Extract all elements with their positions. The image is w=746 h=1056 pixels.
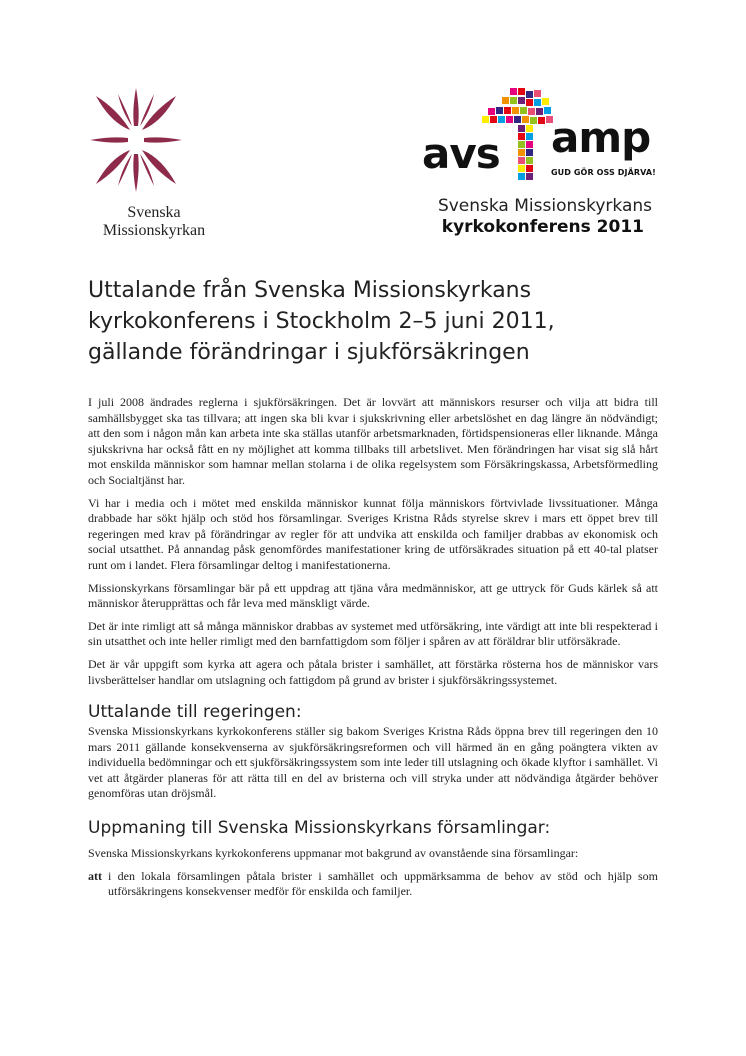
section-heading-regeringen: Uttalande till regeringen:: [88, 702, 302, 723]
list-item: [88, 869, 658, 900]
paragraph-2: Vi har i media och i mötet med enskilda människor kunnat följa människors förtvivlade livssituationer. Många drabbade har sökt hjälp och stöd hos församlingar. Sveriges Kristna Råds styrelse skrev i mars ett öppet brev till regeringen med krav på förändringar av regler för att undvika att enskilda och familjer drabbas av ekonomisk och social utsatthet. På annandag påsk genomfördes manifestationer kring de utförsäkrades situation på ett 40-tal platser runt om i landet. Flera församlingar deltog i manifestationerna.: [88, 495, 658, 572]
att-label: att: [88, 868, 102, 883]
avstamp-logo: [418, 88, 668, 188]
svenska-missionskyrkan-logo: [70, 86, 250, 240]
avstamp-avs: avs: [422, 129, 500, 178]
paragraph-1: I juli 2008 ändrades reglerna i sjukförsäkringen. Det är lovvärt att människors resurser och vilja att bidra till samhällsbygget ska tas tillvara; att ingen ska bli kvar i sjukskrivning eller arbetslöshet en dag längre än nödvändigt; att den som i någon mån kan arbeta inte ska ställas utanför arbetsmarknaden, förtidspensioneras eller liknande. Många sjukskrivna har också fått en ny möjlighet att komma tillbaks till arbetslivet. Men förändringen har visat sig slå hårt mot enskilda människor som hamnar mellan stolarna i de olika regelsystem som Försäkringskassa, Arbetsförmedling och Socialtjänst har.: [88, 395, 658, 487]
smk-name-line2: Missionskyrkan: [102, 222, 206, 239]
paragraph-7: Svenska Missionskyrkans kyrkokonferens uppmanar mot bakgrund av ovanstående sina församlingar:: [88, 846, 579, 861]
cross-emblem-icon: [88, 86, 184, 194]
page-title-line3: gällande förändringar i sjukförsäkringen: [88, 340, 530, 365]
conference-subtitle: kyrkokonferens 2011: [441, 217, 644, 237]
avstamp-slogan: GUD GÖR OSS DJÄRVA!: [551, 168, 656, 177]
paragraph-4: Det är inte rimligt att så många människor drabbas av systemet med utförsäkring, inte värdigt att inte bli respekterad i sin utsatthet och inte heller rimligt med den barnfattigdom som följer i spåren av att föräldrar blir utförsäkrade.: [88, 618, 658, 649]
smk-name: [58, 204, 250, 240]
page-title-line2: kyrkokonferens i Stockholm 2–5 juni 2011,: [88, 309, 555, 334]
att-text: i den lokala församlingen påtala brister i samhället och uppmärksamma de behov av stöd och hjälp som utförsäkringens konsekvenser medför för enskilda och familjer.: [108, 868, 658, 899]
page-title: [88, 275, 668, 368]
document-body: [88, 395, 658, 900]
paragraph-6: Svenska Missionskyrkans kyrkokonferens ställer sig bakom Sveriges Kristna Råds öppna brev till regeringen den 10 mars 2011 gällande konsekvenserna av sjukförsäkringsreformen och vill härmed än en gång poängtera vikten av individuella bedömningar och ett sjukförsäkringssystem som inte leder till utslagning och ökade klyftor i samhället. Vi vet att åtgärder planeras för att rätta till en del av bristerna och vill stryka under att nödvändiga åtgärder behöver genomföras utan dröjsmål.: [88, 724, 658, 801]
section-heading-forsamlingar: Uppmaning till Svenska Missionskyrkans församlingar:: [88, 818, 551, 839]
paragraph-3: Missionskyrkans församlingar bär på ett uppdrag att tjäna våra medmänniskor, att ge uttryck för Guds kärlek så att människor återupprättas och får leva med mänskligt värde.: [88, 580, 658, 611]
avstamp-amp: amp: [551, 113, 651, 162]
page-title-line1: Uttalande från Svenska Missionskyrkans: [88, 278, 532, 303]
paragraph-5: Det är vår uppgift som kyrka att agera och påtala brister i samhället, att förstärka rösterna hos de människor vars livsberättelser handlar om utslagning och fattigdom på grund av brister i sjukförsäkringssystemet.: [88, 656, 658, 687]
conference-title: Svenska Missionskyrkans: [437, 196, 652, 216]
smk-name-line1: Svenska: [127, 204, 181, 221]
